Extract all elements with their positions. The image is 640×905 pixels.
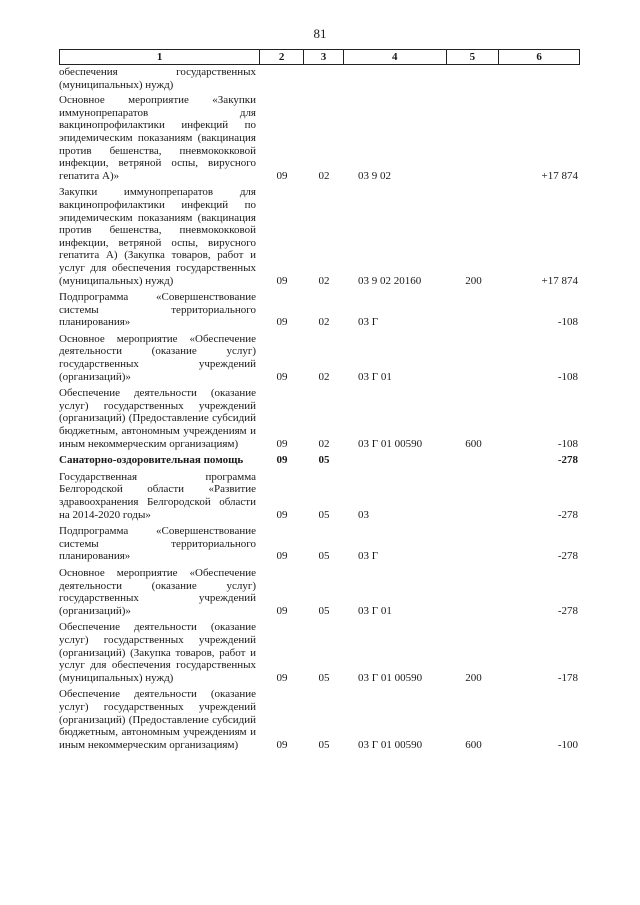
row-cell-c5: 600: [465, 738, 482, 751]
table-row: [59, 525, 580, 563]
row-cell-c3: 02: [318, 316, 330, 329]
row-cell-c3: 05: [318, 508, 330, 521]
row-cell-c3: 05: [318, 671, 330, 684]
table-row: [59, 688, 580, 751]
table-row: [59, 471, 580, 521]
table-row: [59, 454, 580, 467]
header-col-6: 6: [536, 51, 542, 63]
row-cell-c4: 03 Г: [358, 550, 379, 563]
row-description: Обеспечение деятельности (оказание услуг) государственных учреждений (организаций) (Предоставление субсидий бюджетным, автономным учреждениям и иным некоммерческим организациям): [59, 387, 256, 450]
row-description: Закупки иммунопрепаратов для вакцинопрофилактики инфекций по эпидемическим показаниям (вакцинация против бешенства, пневмококковой инфекции, ветряной оспы, вирусного гепатита А) (Закупка товаров, работ и услуг для обеспечения государственных (муниципальных) нужд): [59, 186, 256, 287]
row-cell-c2: 09: [276, 738, 288, 751]
row-cell-c4: 03 9 02: [358, 169, 391, 182]
table-row: [59, 94, 580, 182]
row-cell-c6: -178: [557, 671, 578, 684]
table-row: [59, 387, 580, 450]
row-cell-c6: -278: [557, 550, 578, 563]
row-cell-c2: 09: [276, 671, 288, 684]
header-col-3: 3: [304, 50, 344, 64]
row-cell-c6: -108: [557, 370, 578, 383]
row-cell-c2: 09: [276, 316, 288, 329]
row-description: обеспечения государственных (муниципальных) нужд): [59, 66, 256, 91]
row-cell-c6: -108: [557, 316, 578, 329]
row-cell-c4: 03 Г: [358, 316, 379, 329]
row-cell-c2: 09: [276, 274, 288, 287]
row-description: Обеспечение деятельности (оказание услуг) государственных учреждений (организаций) (Закупка товаров, работ и услуг для обеспечения государственных (муниципальных) нужд): [59, 621, 256, 684]
header-col-5: 5: [447, 50, 500, 64]
row-cell-c3: 02: [318, 274, 330, 287]
page-number: 81: [313, 26, 327, 41]
row-cell-c3: 05: [318, 454, 330, 467]
row-cell-c2: 09: [276, 604, 288, 617]
row-cell-c4: 03: [358, 508, 369, 521]
table-row: [59, 66, 580, 91]
row-cell-c5: 200: [465, 274, 482, 287]
row-cell-c4: 03 Г 01 00590: [358, 738, 423, 751]
row-cell-c6: -278: [557, 454, 578, 467]
row-cell-c2: 09: [276, 169, 288, 182]
row-cell-c4: 03 Г 01 00590: [358, 671, 423, 684]
table-row: [59, 186, 580, 287]
row-description: Подпрограмма «Совершенствование системы территориального планирования»: [59, 525, 256, 563]
row-description: Основное мероприятие «Закупки иммунопрепаратов для вакцинопрофилактики инфекций по эпидемическим показаниям (вакцинация против бешенства, пневмококковой инфекции, ветряной оспы, вирусного гепатита А)»: [59, 94, 256, 182]
row-description: Основное мероприятие «Обеспечение деятельности (оказание услуг) государственных учреждений (организаций)»: [59, 566, 256, 617]
row-description: Санаторно-оздоровительная помощь: [59, 454, 244, 467]
row-cell-c6: -278: [557, 508, 578, 521]
table-body: [59, 66, 580, 751]
row-cell-c6: -108: [557, 437, 578, 450]
row-cell-c6: +17 874: [541, 169, 578, 182]
row-cell-c5: 200: [465, 671, 482, 684]
row-cell-c2: 09: [276, 370, 288, 383]
row-description: Основное мероприятие «Обеспечение деятельности (оказание услуг) государственных учреждений (организаций)»: [59, 332, 256, 383]
row-cell-c6: -100: [557, 738, 578, 751]
header-col-2: 2: [260, 50, 304, 64]
row-cell-c2: 09: [276, 437, 288, 450]
row-cell-c4: 03 Г 01: [358, 604, 392, 617]
row-cell-c3: 05: [318, 604, 330, 617]
row-cell-c4: 03 9 02 20160: [358, 274, 422, 287]
row-cell-c6: -278: [557, 604, 578, 617]
row-cell-c3: 02: [318, 169, 330, 182]
table-row: [59, 291, 580, 329]
row-cell-c2: 09: [276, 508, 288, 521]
row-description: Обеспечение деятельности (оказание услуг) государственных учреждений (организаций) (Предоставление субсидий бюджетным, автономным учреждениям и иным некоммерческим организациям): [59, 688, 256, 751]
row-cell-c3: 02: [318, 370, 330, 383]
row-description: Подпрограмма «Совершенствование системы территориального планирования»: [59, 291, 256, 329]
table-row: [59, 333, 580, 383]
row-cell-c5: 600: [465, 437, 482, 450]
row-cell-c3: 05: [318, 550, 330, 563]
row-cell-c2: 09: [276, 550, 288, 563]
row-cell-c3: 05: [318, 738, 330, 751]
table-header: [59, 49, 580, 65]
row-cell-c4: 03 Г 01: [358, 370, 392, 383]
header-col-4: 4: [344, 50, 447, 64]
table-row: [59, 621, 580, 684]
row-cell-c6: +17 874: [541, 274, 578, 287]
row-cell-c3: 02: [318, 437, 330, 450]
row-cell-c2: 09: [276, 454, 288, 467]
row-description: Государственная программа Белгородской области «Развитие здравоохранения Белгородской области на 2014-2020 годы»: [59, 470, 256, 521]
table-row: [59, 567, 580, 617]
header-col-1: 1: [60, 50, 260, 64]
row-cell-c4: 03 Г 01 00590: [358, 437, 423, 450]
